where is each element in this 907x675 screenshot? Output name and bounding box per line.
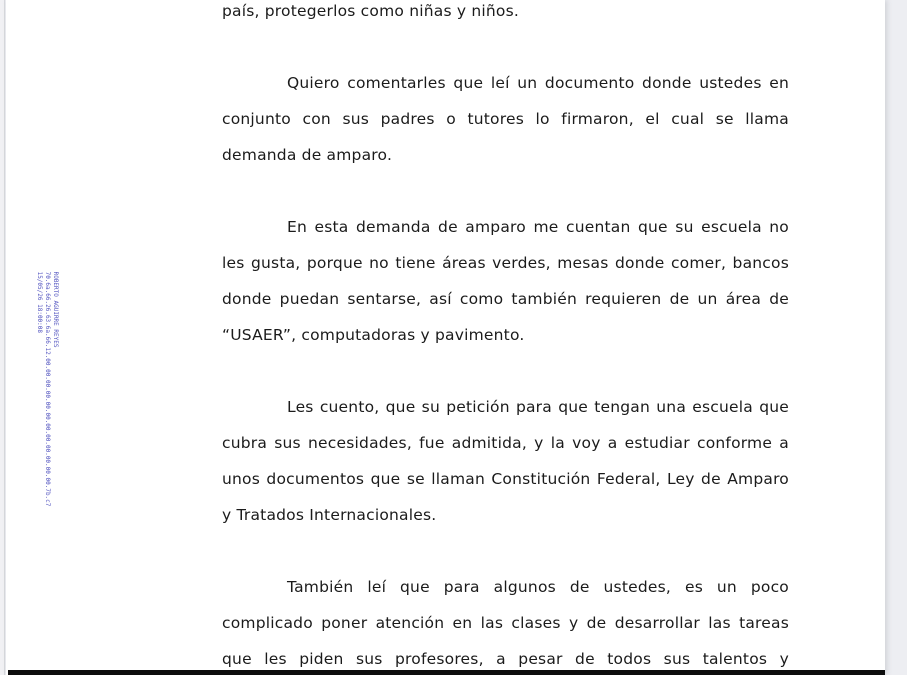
document-page xyxy=(6,0,885,675)
stamp-signer-name: ROBERTO AGUIRRE REYES xyxy=(52,271,59,348)
viewer-left-margin xyxy=(0,0,5,675)
stamp-datetime: 15/05/26 18:00:08 xyxy=(36,271,43,334)
digital-signature-stamp xyxy=(35,272,59,507)
stamp-signature-hash: 70.6a.66.26.63.6a.66.12.00.00.00.00.00.00.00.00.00.00.00.00.7b.c7 xyxy=(44,271,51,507)
paragraph: Quiero comentarles que leí un documento donde ustedes en conjunto con sus padres o tutores lo firmaron, el cual se llama demanda de amparo. xyxy=(222,74,789,164)
paragraph-fragment: país, protegerlos como niñas y niños. xyxy=(222,2,519,20)
paragraph: En esta demanda de amparo me cuentan que su escuela no les gusta, porque no tiene áreas verdes, mesas donde comer, bancos donde puedan sentarse, así como también requieren de un área de “USAER”, computadoras y pavimento. xyxy=(222,218,789,344)
paragraph-clipped: También leí que para algunos de ustedes, es un poco complicado poner atención en las clases y de desarrollar las tareas que les piden sus profesores, a pesar de todos sus talentos y xyxy=(222,578,789,668)
paragraph: Les cuento, que su petición para que tengan una escuela que cubra sus necesidades, fue admitida, y la voy a estudiar conforme a unos documentos que se llaman Constitución Federal, Ley de Amparo y Tratados Internacionales. xyxy=(222,398,789,524)
page-bottom-bar xyxy=(8,670,885,675)
document-body xyxy=(222,0,789,675)
